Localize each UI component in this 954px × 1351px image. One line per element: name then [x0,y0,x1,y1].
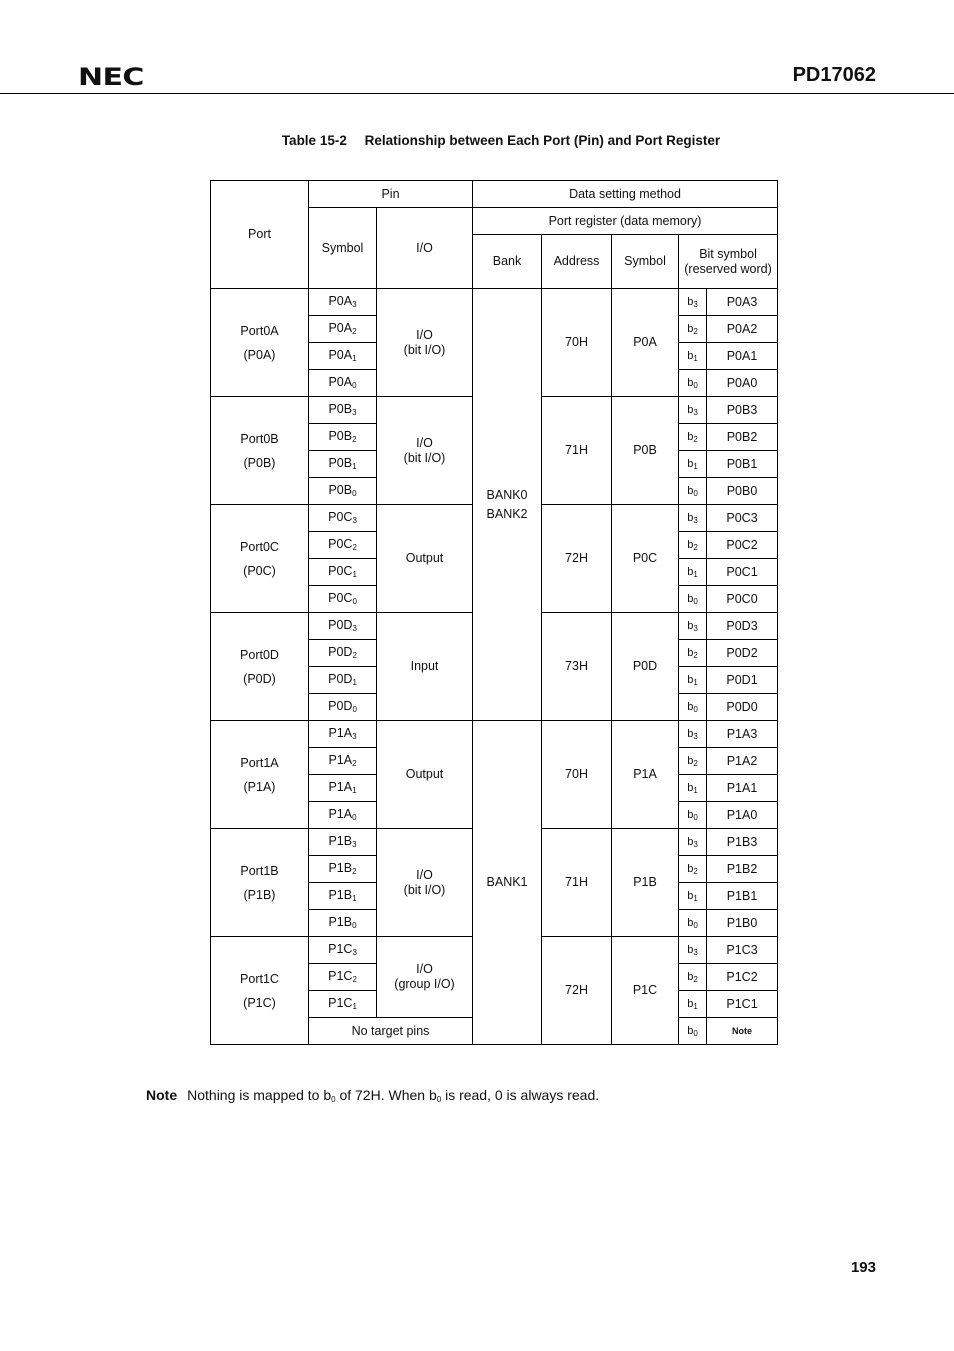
pin-symbol-sub: 1 [352,354,357,363]
bit-symbol: P1B0 [707,910,778,937]
pin-symbol [309,883,377,910]
pin-symbol-sub: 1 [352,570,357,579]
port-abbr: (P0B) [243,455,276,470]
model-number: PD17062 [792,64,876,86]
address-cell: 71H [542,829,612,937]
bit-number [679,451,707,478]
pin-symbol-sub: 3 [352,624,357,633]
header-symbol: Symbol [309,208,377,289]
bit-number [679,289,707,316]
header-bit-symbol [679,235,778,289]
pin-symbol-sub: 1 [352,1002,357,1011]
bit-symbol: P0C1 [707,559,778,586]
bit-sub: 0 [693,812,698,822]
footnote [146,1087,599,1103]
port-abbr: (P0A) [243,347,276,362]
register-symbol-cell: P0A [612,289,679,397]
pin-symbol [309,289,377,316]
bit-sub: 3 [693,299,698,309]
port-cell [211,505,309,613]
bit-symbol: P0D2 [707,640,778,667]
pin-symbol [309,748,377,775]
pin-symbol-sub: 1 [352,462,357,471]
address-cell: 72H [542,505,612,613]
pin-symbol-sub: 2 [352,327,357,336]
bit-number [679,964,707,991]
bit-note-ref: Note [707,1018,778,1045]
bit-letter: b [687,619,694,632]
bit-number [679,397,707,424]
header-data-setting: Data setting method [473,181,778,208]
pin-symbol-base: P0A [328,348,353,362]
bit-number [679,640,707,667]
bit-sub: 1 [693,677,698,687]
bit-letter: b [687,754,694,767]
io-line-2: (bit I/O) [403,450,446,465]
bit-sub: 2 [693,758,698,768]
bit-sub: 3 [693,947,698,957]
io-line-2: (bit I/O) [403,342,446,357]
bit-number [679,910,707,937]
bit-number [679,829,707,856]
bit-sub: 0 [693,596,698,606]
bit-sub: 1 [693,569,698,579]
pin-symbol-base: P0D [328,699,353,713]
pin-symbol-base: P0D [328,618,353,632]
header-port: Port [211,181,309,289]
io-line-1: Input [410,659,439,673]
bit-letter: b [687,538,694,551]
port-name: Port1C [240,971,279,986]
bank-label: BANK2 [486,506,528,521]
io-cell [377,613,473,721]
bit-sub: 0 [693,380,698,390]
pin-symbol-sub: 0 [352,597,357,606]
table-body [211,181,778,1045]
io-cell [377,397,473,505]
footnote-label: Note [146,1087,178,1103]
bit-number [679,559,707,586]
bit-letter: b [687,1024,694,1037]
bit-letter: b [687,727,694,740]
pin-symbol-sub: 0 [352,921,357,930]
pin-symbol [309,586,377,613]
bit-symbol: P0C3 [707,505,778,532]
nec-logo: NEC [78,63,144,91]
bit-letter: b [687,403,694,416]
pin-symbol-sub: 3 [352,300,357,309]
pin-symbol-base: P1B [328,915,353,929]
bit-number [679,370,707,397]
pin-symbol [309,559,377,586]
register-symbol-cell: P0D [612,613,679,721]
bit-sub: 3 [693,407,698,417]
pin-symbol-base: P0B [328,429,353,443]
port-cell [211,397,309,505]
bit-symbol: P1A1 [707,775,778,802]
pin-symbol [309,829,377,856]
bit-letter: b [687,592,694,605]
address-cell: 72H [542,937,612,1045]
port-name: Port1A [240,755,279,770]
pin-symbol-sub: 3 [352,732,357,741]
bit-sub: 0 [693,1028,698,1038]
bit-symbol: P1C1 [707,991,778,1018]
bit-letter: b [687,673,694,686]
bit-symbol: P1B2 [707,856,778,883]
bit-symbol: P1A2 [707,748,778,775]
io-cell [377,721,473,829]
header-bank: Bank [473,235,542,289]
bit-number [679,613,707,640]
bit-number [679,937,707,964]
register-symbol-cell: P1C [612,937,679,1045]
port-abbr: (P1A) [243,779,276,794]
pin-symbol-base: P0B [328,483,353,497]
bank-cell-bank0-bank2 [473,289,542,721]
bank-cell-bank1: BANK1 [473,721,542,1045]
bit-letter: b [687,835,694,848]
bit-symbol: P1C3 [707,937,778,964]
bit-letter: b [687,943,694,956]
register-symbol-cell: P1A [612,721,679,829]
io-line-1: I/O [416,867,433,882]
header-io: I/O [377,208,473,289]
table-row [211,289,778,316]
pin-symbol-base: P0B [328,402,353,416]
bit-number [679,532,707,559]
header-address: Address [542,235,612,289]
no-target-pins: No target pins [309,1018,473,1045]
bit-sub: 0 [693,704,698,714]
bit-number [679,586,707,613]
bit-letter: b [687,889,694,902]
pin-symbol-sub: 3 [352,948,357,957]
pin-symbol [309,667,377,694]
bit-symbol: P0B3 [707,397,778,424]
io-line-1: I/O [416,327,433,342]
footnote-text-2: of 72H. When b [335,1087,437,1103]
io-line-1: Output [405,767,444,781]
pin-symbol-sub: 2 [352,651,357,660]
io-cell [377,505,473,613]
bit-symbol: P0D1 [707,667,778,694]
pin-symbol-sub: 1 [352,894,357,903]
address-cell: 73H [542,613,612,721]
pin-symbol-base: P0C [328,537,353,551]
footnote-sub-1: 0 [331,1095,336,1104]
table-number: Table 15-2 [281,133,347,148]
bit-sub: 1 [693,461,698,471]
pin-symbol-base: P0D [328,645,353,659]
port-name: Port1B [240,863,279,878]
port-abbr: (P0D) [243,671,276,686]
header-reg-symbol: Symbol [612,235,679,289]
bit-letter: b [687,916,694,929]
bit-symbol: P0D0 [707,694,778,721]
pin-symbol-base: P0A [328,294,353,308]
register-symbol-cell: P0B [612,397,679,505]
io-cell [377,829,473,937]
header-port-register: Port register (data memory) [473,208,778,235]
address-cell: 71H [542,397,612,505]
pin-symbol-base: P0C [328,564,353,578]
header-row [211,181,778,208]
bit-letter: b [687,646,694,659]
port-cell [211,613,309,721]
pin-symbol-sub: 2 [352,543,357,552]
bit-number [679,748,707,775]
bit-symbol: P0B0 [707,478,778,505]
io-cell [377,937,473,1018]
pin-symbol [309,640,377,667]
bit-number [679,721,707,748]
bit-sub: 1 [693,785,698,795]
page-number: 193 [850,1259,876,1276]
footnote-text-1: Nothing is mapped to b [187,1087,332,1103]
pin-symbol-sub: 2 [352,759,357,768]
bit-number [679,343,707,370]
pin-symbol [309,775,377,802]
port-abbr: (P0C) [243,563,276,578]
port-abbr: (P1B) [243,887,276,902]
address-cell: 70H [542,721,612,829]
bit-number [679,478,707,505]
pin-symbol [309,316,377,343]
bit-sub: 2 [693,866,698,876]
pin-symbol-base: P1A [328,780,353,794]
pin-symbol-base: P0C [328,591,353,605]
bit-sub: 3 [693,731,698,741]
bit-symbol: P0A1 [707,343,778,370]
bit-sub: 0 [693,920,698,930]
pin-symbol [309,694,377,721]
table-caption [0,133,954,148]
pin-symbol [309,721,377,748]
bit-number [679,775,707,802]
port-name: Port0D [240,647,279,662]
pin-symbol-sub: 3 [352,408,357,417]
pin-symbol-base: P1B [328,834,353,848]
bit-sub: 1 [693,1001,698,1011]
io-line-2: (group I/O) [394,977,455,991]
table-row [211,721,778,748]
pin-symbol-base: P0A [328,321,353,335]
pin-symbol-sub: 2 [352,975,357,984]
pin-symbol-base: P1C [328,969,353,983]
io-line-1: I/O [416,435,433,450]
header-bit-symbol-line2: (reserved word) [684,261,772,276]
pin-symbol-base: P1A [328,807,353,821]
port-cell [211,829,309,937]
port-register-table [210,180,778,1045]
bit-symbol: P0D3 [707,613,778,640]
bit-number [679,1018,707,1045]
bit-letter: b [687,349,694,362]
pin-symbol [309,478,377,505]
header-bit-symbol-line1: Bit symbol [699,246,757,261]
pin-symbol [309,991,377,1018]
pin-symbol-sub: 0 [352,813,357,822]
footnote-sub-2: 0 [436,1095,442,1104]
bit-symbol: P0A3 [707,289,778,316]
pin-symbol-sub: 3 [352,516,357,525]
header-pin: Pin [309,181,473,208]
bit-letter: b [687,457,694,470]
bit-symbol: P0C2 [707,532,778,559]
pin-symbol [309,370,377,397]
port-name: Port0C [240,539,279,554]
register-symbol-cell: P1B [612,829,679,937]
pin-symbol-base: P1A [328,753,353,767]
pin-symbol [309,505,377,532]
bit-sub: 2 [693,434,698,444]
bit-letter: b [687,484,694,497]
pin-symbol [309,802,377,829]
bit-symbol: P0C0 [707,586,778,613]
bit-sub: 3 [693,623,698,633]
pin-symbol-base: P1C [328,942,353,956]
bit-number [679,856,707,883]
bit-number [679,316,707,343]
pin-symbol-base: P0A [328,375,353,389]
bit-symbol: P1A3 [707,721,778,748]
bit-letter: b [687,808,694,821]
port-cell [211,289,309,397]
bit-letter: b [687,565,694,578]
pin-symbol [309,424,377,451]
port-name: Port0B [240,431,279,446]
pin-symbol-sub: 3 [352,840,357,849]
bit-symbol: P0B1 [707,451,778,478]
pin-symbol [309,856,377,883]
bank-label: BANK0 [486,487,528,502]
pin-symbol [309,343,377,370]
pin-symbol-sub: 0 [352,381,357,390]
pin-symbol [309,397,377,424]
port-cell [211,721,309,829]
pin-symbol-sub: 0 [352,489,357,498]
bit-symbol: P1B1 [707,883,778,910]
pin-symbol [309,613,377,640]
io-line-1: Output [405,551,444,565]
bit-symbol: P1A0 [707,802,778,829]
bit-symbol: P1C2 [707,964,778,991]
bit-number [679,883,707,910]
bit-sub: 1 [693,893,698,903]
pin-symbol-base: P1B [328,861,353,875]
bit-symbol: P1B3 [707,829,778,856]
bit-letter: b [687,781,694,794]
bit-symbol: P0A2 [707,316,778,343]
bit-letter: b [687,430,694,443]
bit-symbol: P0B2 [707,424,778,451]
pin-symbol [309,964,377,991]
io-line-2: (bit I/O) [403,882,446,897]
register-symbol-cell: P0C [612,505,679,613]
pin-symbol-base: P1B [328,888,353,902]
io-cell [377,289,473,397]
bit-sub: 2 [693,326,698,336]
bit-sub: 1 [693,353,698,363]
bit-number [679,694,707,721]
pin-symbol-base: P0B [328,456,353,470]
bit-symbol: P0A0 [707,370,778,397]
pin-symbol [309,910,377,937]
pin-symbol-base: P0D [328,672,353,686]
pin-symbol-sub: 2 [352,435,357,444]
table-title: Relationship between Each Port (Pin) and Port Register [364,133,721,148]
bit-number [679,991,707,1018]
bit-sub: 3 [693,515,698,525]
pin-symbol [309,451,377,478]
bit-letter: b [687,862,694,875]
bit-number [679,505,707,532]
bit-sub: 2 [693,974,698,984]
bit-letter: b [687,322,694,335]
pin-symbol [309,532,377,559]
bit-sub: 2 [693,650,698,660]
bit-letter: b [687,997,694,1010]
io-line-1: I/O [416,962,433,976]
bit-sub: 2 [693,542,698,552]
bit-sub: 0 [693,488,698,498]
pin-symbol-base: P1C [328,996,353,1010]
bit-number [679,424,707,451]
bit-number [679,802,707,829]
address-cell: 70H [542,289,612,397]
pin-symbol-base: P1A [328,726,353,740]
pin-symbol-base: P0C [328,510,353,524]
port-name: Port0A [240,323,279,338]
bit-letter: b [687,511,694,524]
bit-letter: b [687,295,694,308]
pin-symbol-sub: 1 [352,786,357,795]
pin-symbol-sub: 0 [352,705,357,714]
pin-symbol [309,937,377,964]
bit-letter: b [687,700,694,713]
header-rule [0,93,954,94]
bit-letter: b [687,376,694,389]
pin-symbol-sub: 1 [352,678,357,687]
footnote-text-3: is read, 0 is always read. [441,1087,600,1103]
pin-symbol-sub: 2 [352,867,357,876]
bit-sub: 3 [693,839,698,849]
bit-letter: b [687,970,694,983]
port-cell [211,937,309,1045]
bit-number [679,667,707,694]
port-abbr: (P1C) [243,995,276,1010]
